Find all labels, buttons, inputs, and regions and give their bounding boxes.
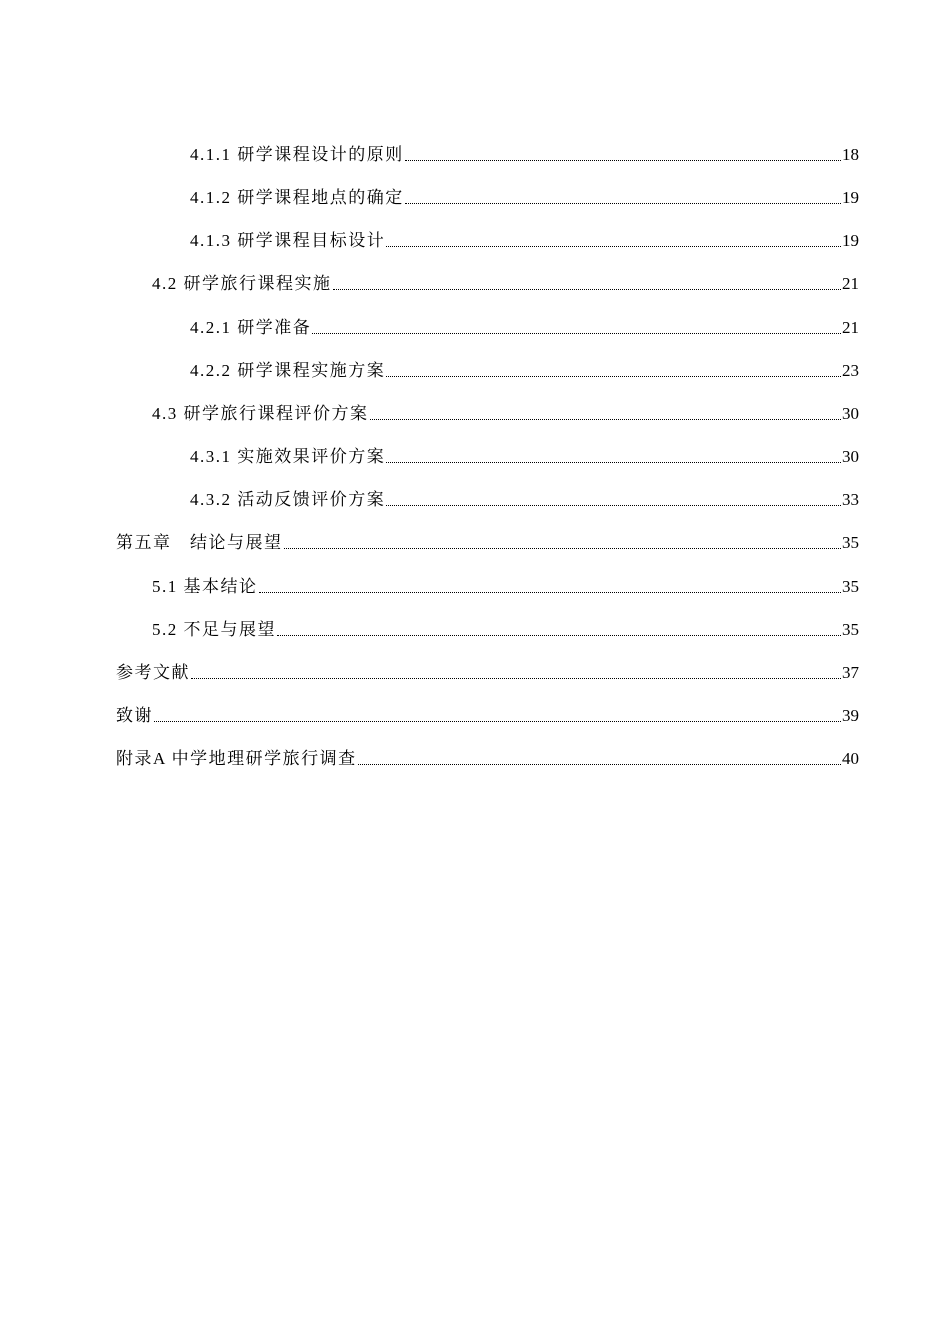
- toc-entry-title: 4.1.3 研学课程目标设计: [190, 231, 386, 250]
- toc-entry[interactable]: [190, 313, 859, 339]
- toc-dot-leader: [405, 203, 841, 204]
- toc-entry[interactable]: [190, 140, 859, 166]
- toc-entry-title: 致谢: [116, 706, 153, 725]
- toc-page-number: 30: [842, 404, 859, 423]
- toc-entry[interactable]: [190, 183, 859, 209]
- toc-entry-title: 5.1 基本结论: [152, 577, 258, 596]
- toc-dot-leader: [333, 289, 842, 290]
- toc-entry-title: 4.2.1 研学准备: [190, 318, 312, 337]
- toc-entry[interactable]: [116, 744, 859, 770]
- toc-page-number: 35: [842, 620, 859, 639]
- toc-page-number: 19: [842, 188, 859, 207]
- toc-dot-leader: [405, 160, 841, 161]
- toc-entry[interactable]: [152, 572, 859, 598]
- toc-dot-leader: [370, 419, 842, 420]
- toc-entry[interactable]: [152, 399, 859, 425]
- toc-entry-title: 4.1.1 研学课程设计的原则: [190, 145, 404, 164]
- toc-dot-leader: [386, 246, 841, 247]
- toc-entry-title: 4.3.1 实施效果评价方案: [190, 447, 386, 466]
- toc-entry-title: 4.2 研学旅行课程实施: [152, 274, 332, 293]
- toc-page-number: 39: [842, 706, 859, 725]
- toc-dot-leader: [284, 548, 842, 549]
- toc-dot-leader: [191, 678, 841, 679]
- toc-dot-leader: [154, 721, 841, 722]
- toc-entry[interactable]: [190, 356, 859, 382]
- toc-entry-title: 4.1.2 研学课程地点的确定: [190, 188, 404, 207]
- toc-page-number: 37: [842, 663, 859, 682]
- toc-entry[interactable]: [152, 615, 859, 641]
- toc-dot-leader: [277, 635, 841, 636]
- toc-page-number: 40: [842, 749, 859, 768]
- toc-dot-leader: [386, 505, 841, 506]
- toc-page-number: 21: [842, 274, 859, 293]
- toc-entry-title: 参考文献: [116, 663, 190, 682]
- toc-page-number: 35: [842, 577, 859, 596]
- toc-dot-leader: [312, 333, 841, 334]
- toc-page-number: 21: [842, 318, 859, 337]
- toc-entry-title: 4.3.2 活动反馈评价方案: [190, 490, 386, 509]
- toc-page-number: 19: [842, 231, 859, 250]
- toc-entry[interactable]: [190, 442, 859, 468]
- toc-entry-title: 4.2.2 研学课程实施方案: [190, 361, 386, 380]
- toc-page-number: 30: [842, 447, 859, 466]
- toc-entry-title: 第五章 结论与展望: [116, 533, 283, 552]
- toc-entry[interactable]: [116, 528, 859, 554]
- toc-entry[interactable]: [152, 269, 859, 295]
- toc-dot-leader: [358, 764, 841, 765]
- toc-dot-leader: [259, 592, 842, 593]
- toc-entry[interactable]: [190, 485, 859, 511]
- toc-dot-leader: [386, 376, 841, 377]
- toc-dot-leader: [386, 462, 841, 463]
- toc-entry-title: 5.2 不足与展望: [152, 620, 276, 639]
- toc-page-number: 33: [842, 490, 859, 509]
- toc-page-number: 23: [842, 361, 859, 380]
- toc-entry[interactable]: [116, 658, 859, 684]
- toc-entry[interactable]: [116, 701, 859, 727]
- toc-page-number: 35: [842, 533, 859, 552]
- toc-entry-title: 4.3 研学旅行课程评价方案: [152, 404, 369, 423]
- toc-page-number: 18: [842, 145, 859, 164]
- toc-entry-title: 附录A 中学地理研学旅行调查: [116, 749, 357, 768]
- toc-entry[interactable]: [190, 226, 859, 252]
